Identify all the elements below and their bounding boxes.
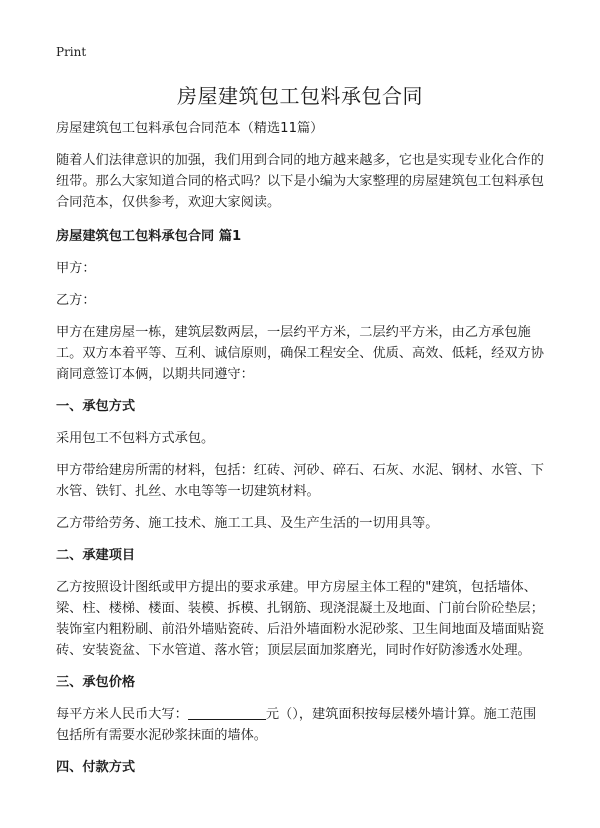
section-heading-contract-price: 三、承包价格 [56, 675, 136, 690]
price-label: 每平方米人民币大写： [56, 707, 188, 722]
section-paragraph: 乙方按照设计图纸或甲方提出的要求承建。甲方房屋主体工程的"建筑，包括墙体、梁、柱、楼梯、楼面、装模、拆模、扎钢筋、现浇混凝土及地面、门前台阶砼垫层；装饰室内粗粉刷、前沿外墙贴瓷砖、后沿外墙面粉水泥砂浆、卫生间地面及墙面贴瓷砖、安装瓷盆、下水管道、落水管；顶层层面加浆磨光，同时作好防渗透水处理。 [56, 580, 544, 658]
section-paragraph: 采用包工不包料方式承包。 [56, 431, 215, 446]
price-terms: 元（），建筑面积按每层楼外墙计算。施工范围包括所有需要水泥砂浆抹面的墙体。 [56, 707, 537, 743]
section-heading-contract-method: 一、承包方式 [56, 399, 136, 414]
print-label[interactable]: Print [56, 45, 87, 59]
article-title: 房屋建筑包工包料承包合同 篇1 [56, 229, 242, 244]
party-a-line: 甲方： [56, 261, 96, 276]
document-body [56, 118, 547, 789]
preamble-paragraph: 甲方在建房屋一栋，建筑层数两层，一层约平方米，二层约平方米，由乙方承包施工。双方本着平等、互利、诚信原则，确保工程安全、优质、高效、低耗，经双方协商同意签订本俩，以期共同遵守： [56, 325, 544, 382]
section-paragraph: 乙方带给劳务、施工技术、施工工具、及生产生活的一切用具等。 [56, 516, 439, 531]
price-paragraph [56, 704, 547, 746]
section-paragraph: 甲方带给建房所需的材料，包括：红砖、河砂、碎石、石灰、水泥、钢材、水管、下水管、铁钉、扎丝、水电等等一切建筑材料。 [56, 463, 544, 499]
price-blank-line [188, 705, 266, 720]
section-heading-construction-items: 二、承建项目 [56, 548, 136, 563]
document-subtitle: 房屋建筑包工包料承包合同范本（精选11篇） [56, 121, 324, 136]
document-title: 房屋建筑包工包料承包合同 [177, 84, 423, 108]
section-heading-payment-method: 四、付款方式 [56, 760, 136, 775]
party-b-line: 乙方： [56, 293, 96, 308]
intro-paragraph: 随着人们法律意识的加强，我们用到合同的地方越来越多，它也是实现专业化合作的纽带。那么大家知道合同的格式吗？以下是小编为大家整理的房屋建筑包工包料承包合同范本，仅供参考，欢迎大家阅读。 [56, 153, 544, 210]
